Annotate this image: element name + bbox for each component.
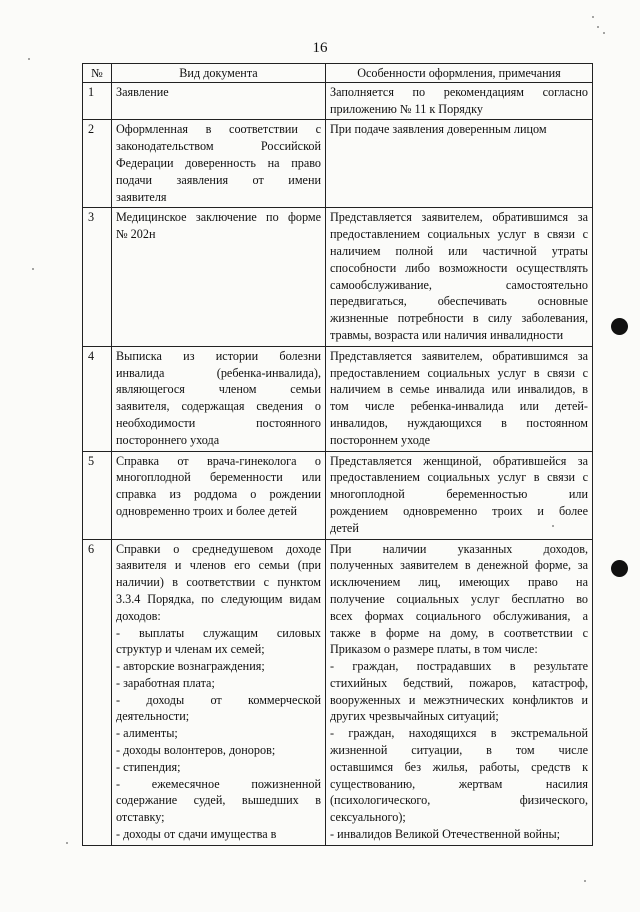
header-document-type: Вид документа: [112, 64, 326, 83]
notes-line: приложению № 11 к Порядку: [330, 101, 483, 116]
document-type-line: наличии) в соответствии с пунктом: [116, 575, 321, 590]
scan-speck: [28, 58, 30, 60]
document-type-line: - доходы от сдачи имущества в: [116, 827, 277, 842]
row-number: 1: [83, 82, 112, 120]
row-number: 6: [83, 539, 112, 845]
header-notes: Особенности оформления, примечания: [326, 64, 593, 83]
notes-line: предоставлением социальных услуг в связи с: [330, 470, 588, 485]
notes-line: Представляется заявителем, обратившимся за: [330, 348, 588, 363]
scan-speck: [592, 16, 594, 18]
notes-line: наличием полной или частичной утраты: [330, 243, 588, 258]
notes-line: Представляется женщиной, обратившейся за: [330, 453, 588, 468]
scan-speck: [552, 525, 554, 527]
document-type-line: Выписка из истории болезни: [116, 348, 321, 363]
document-type-line: № 202н: [116, 227, 156, 242]
notes-cell: [326, 82, 593, 120]
table-row: [83, 120, 593, 208]
notes-line: также в форме на дому, в соответствии с: [330, 625, 588, 640]
document-type-line: постороннего ухода: [116, 432, 220, 447]
notes-line: - граждан, пострадавших в результате: [330, 659, 588, 674]
document-type-line: Федерации доверенность на право: [116, 155, 321, 170]
document-type-line: являющегося членом семьи: [116, 382, 321, 397]
notes-line: (психологического, физического,: [330, 793, 588, 808]
scan-speck: [32, 268, 34, 270]
notes-line: всех формах социального обслуживания, а: [330, 608, 588, 623]
scan-speck: [603, 32, 605, 34]
notes-line: Представляется заявителем, обратившимся за: [330, 210, 588, 225]
notes-line: многоплодной беременностью или: [330, 487, 588, 502]
document-type-line: - выплаты служащим силовых: [116, 625, 321, 640]
notes-line: самообслуживание, самостоятельно: [330, 277, 588, 292]
documents-table: [82, 63, 593, 846]
notes-line: сексуального);: [330, 810, 406, 825]
notes-line: - граждан, находящихся в экстремальной: [330, 726, 588, 741]
document-type-line: Справка от врача-гинеколога о: [116, 453, 321, 468]
document-type-line: - доходы от коммерческой: [116, 692, 321, 707]
document-type-line: - алименты;: [116, 726, 178, 741]
notes-line: жизненные потребности в силу заболевания,: [330, 311, 588, 326]
table-row: [83, 346, 593, 451]
document-type-line: - заработная плата;: [116, 675, 215, 690]
notes-cell: [326, 346, 593, 451]
scan-speck: [584, 880, 586, 882]
row-number: 4: [83, 346, 112, 451]
notes-line: способности либо возможности осуществлять: [330, 260, 588, 275]
notes-line: предоставлением социальных услуг в связи с: [330, 365, 588, 380]
notes-line: жизненной ситуации, в том числе: [330, 743, 588, 758]
notes-line: полученных заявителем в денежной форме, за: [330, 558, 588, 573]
document-type-line: структур и членам их семей;: [116, 642, 265, 657]
notes-line: том числе ребенка-инвалида или детей-: [330, 399, 588, 414]
document-type-cell: [112, 120, 326, 208]
notes-line: При подаче заявления доверенным лицом: [330, 122, 547, 137]
document-type-line: подачи заявления от имени: [116, 172, 321, 187]
notes-line: детей: [330, 520, 359, 535]
notes-line: наличием в семье инвалида или инвалидов, в: [330, 382, 588, 397]
document-type-line: Медицинское заключение по форме: [116, 210, 321, 225]
punch-hole-lower: [611, 560, 628, 577]
document-type-line: отставку;: [116, 810, 165, 825]
notes-line: вооруженных и межэтнических конфликтов и: [330, 692, 588, 707]
document-type-cell: [112, 346, 326, 451]
document-type-line: необходимости постоянного: [116, 415, 321, 430]
notes-line: стихийных бедствий, пожаров, катастроф,: [330, 675, 588, 690]
scan-speck: [597, 26, 599, 28]
notes-line: - инвалидов Великой Отечественной войны;: [330, 827, 561, 842]
document-type-line: многоплодной беременности или: [116, 470, 321, 485]
row-number: 5: [83, 451, 112, 539]
notes-line: Приказом о размере платы, в том числе:: [330, 642, 538, 657]
notes-line: Заполняется по рекомендациям согласно: [330, 84, 588, 99]
document-type-line: - ежемесячное пожизненной: [116, 776, 321, 791]
notes-line: оставшимся без жилья, работы, средств к: [330, 759, 588, 774]
notes-cell: [326, 120, 593, 208]
document-type-line: Справки о среднедушевом доходе: [116, 541, 321, 556]
notes-line: передвигаться, обеспечивать основные: [330, 294, 588, 309]
notes-line: существованию, жертвам насилия: [330, 776, 588, 791]
document-type-line: - авторские вознаграждения;: [116, 659, 265, 674]
document-type-line: одновременно троих и более детей: [116, 503, 297, 518]
page-number: 16: [312, 40, 328, 56]
notes-line: предоставлением социальных услуг в связи с: [330, 227, 588, 242]
document-type-line: заявителя и членов его семьи (при: [116, 558, 321, 573]
document-type-line: законодательством Российской: [116, 139, 321, 154]
document-type-cell: [112, 539, 326, 845]
punch-hole-upper: [611, 318, 628, 335]
table-row: [83, 208, 593, 346]
header-number: №: [83, 64, 112, 83]
notes-cell: [326, 539, 593, 845]
notes-cell: [326, 208, 593, 346]
table-row: [83, 539, 593, 845]
row-number: 3: [83, 208, 112, 346]
document-type-cell: [112, 208, 326, 346]
document-type-line: заявителя: [116, 189, 167, 204]
notes-line: постороннем уходе: [330, 432, 431, 447]
document-type-line: справка из роддома о рождении: [116, 487, 321, 502]
notes-line: рождением одновременно троих и более: [330, 503, 588, 518]
document-type-line: Заявление: [116, 84, 169, 99]
notes-line: травмы, возраста или наличия инвалидности: [330, 327, 564, 342]
notes-line: исключением лиц, имеющих право на: [330, 575, 588, 590]
notes-line: При наличии указанных доходов,: [330, 541, 588, 556]
notes-line: получение социальных услуг бесплатно во: [330, 591, 588, 606]
table-header-row: [83, 64, 593, 83]
document-type-line: заявителя, содержащая сведения о: [116, 399, 321, 414]
document-type-line: доходов:: [116, 608, 161, 623]
table-row: [83, 451, 593, 539]
document-type-cell: [112, 451, 326, 539]
document-type-line: инвалида (ребенка-инвалида),: [116, 365, 321, 380]
notes-line: других чрезвычайных ситуаций;: [330, 709, 499, 724]
scan-speck: [66, 842, 68, 844]
notes-line: инвалидов, нуждающихся в постоянном: [330, 415, 588, 430]
document-type-line: - стипендия;: [116, 759, 181, 774]
document-type-cell: [112, 82, 326, 120]
row-number: 2: [83, 120, 112, 208]
document-type-line: Оформленная в соответствии с: [116, 122, 321, 137]
document-type-line: 3.3.4 Порядка, по следующим видам: [116, 591, 321, 606]
document-type-line: содержание судей, вышедших в: [116, 793, 321, 808]
document-type-line: деятельности;: [116, 709, 190, 724]
document-type-line: - доходы волонтеров, доноров;: [116, 743, 276, 758]
table-row: [83, 82, 593, 120]
